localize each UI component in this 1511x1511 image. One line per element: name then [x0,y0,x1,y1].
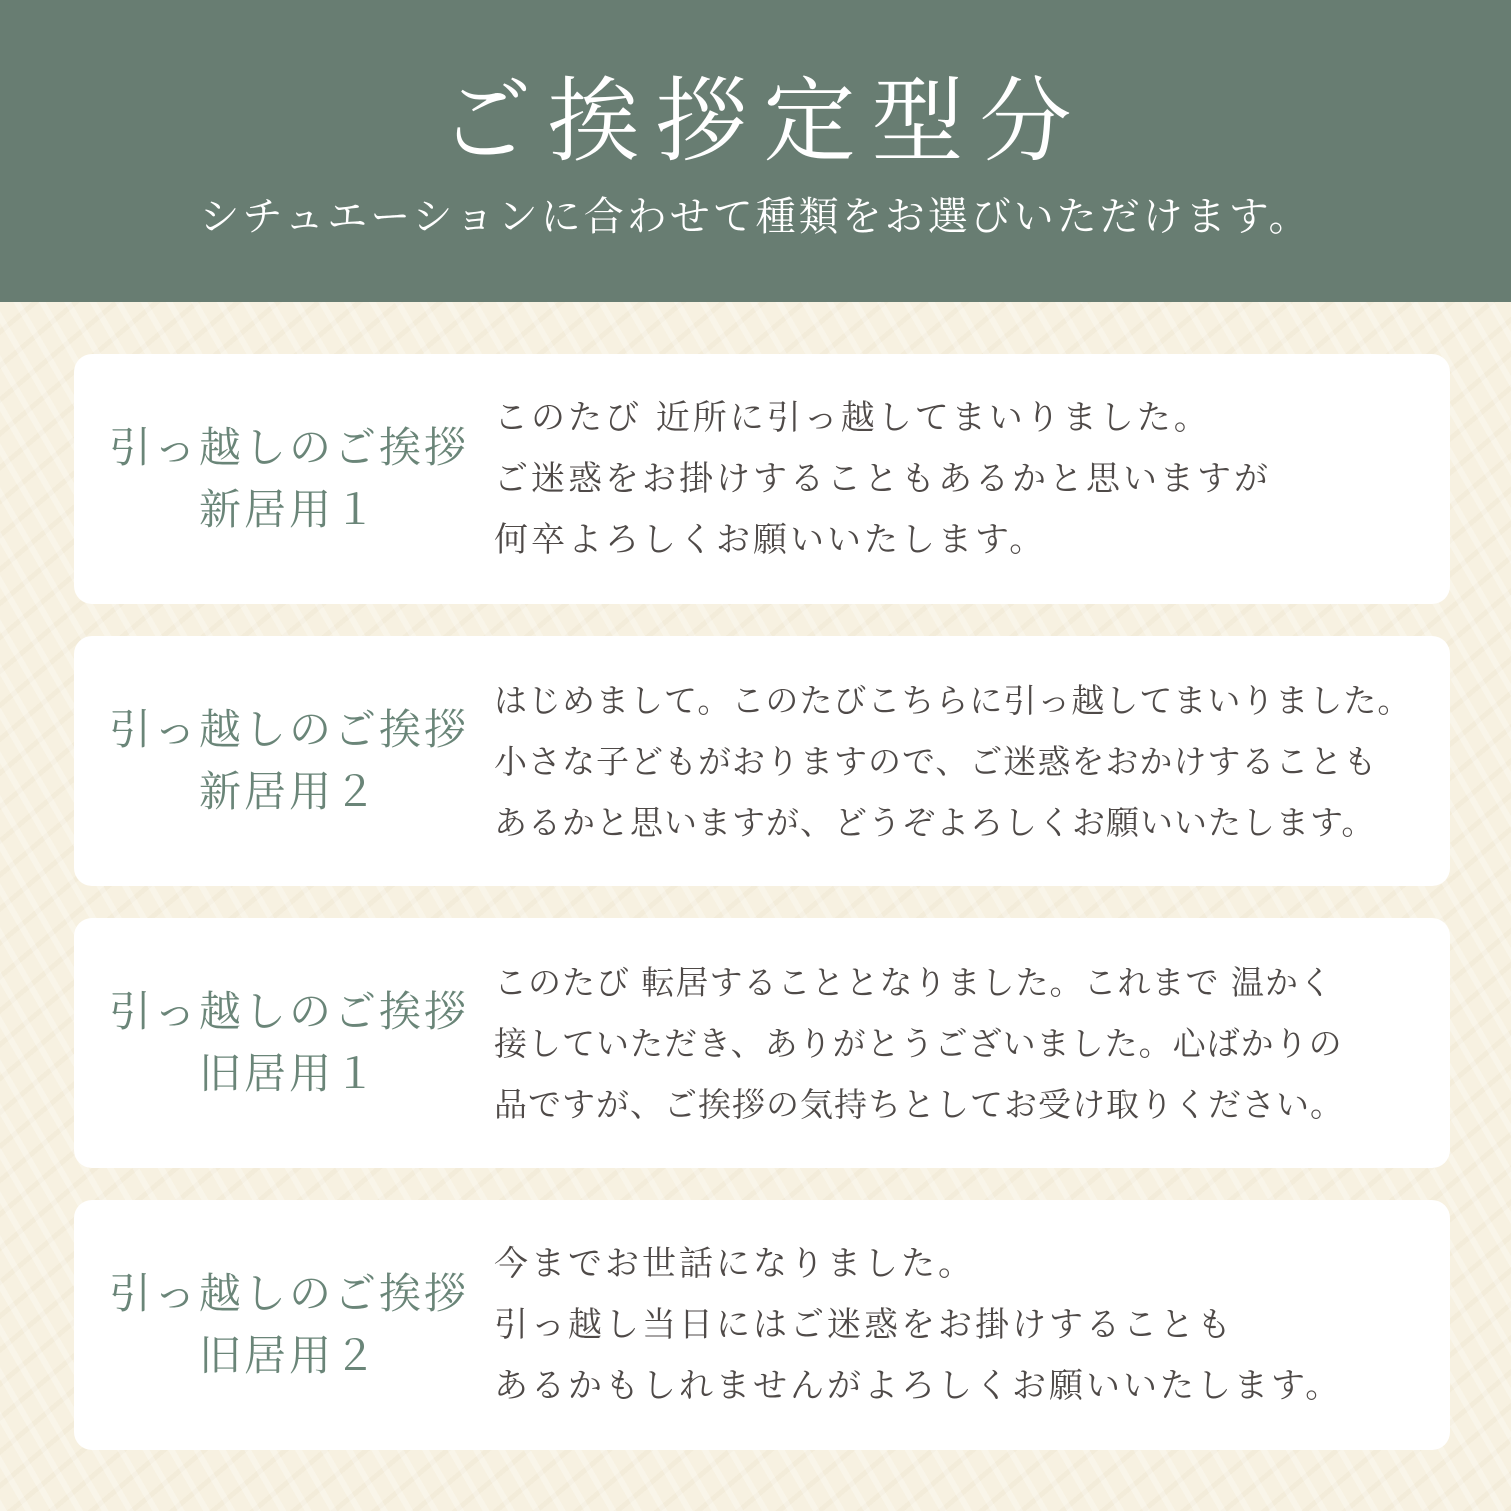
card-message-line: このたび 近所に引っ越してまいりました。 [494,397,1211,438]
card-label-line2: 新居用２ [198,767,379,816]
card-label [74,354,504,604]
card-message [494,354,1434,604]
page-subtitle: シチュエーションに合わせて種類をお選びいただけます。 [199,194,1312,240]
card-message-line: このたび 転居することとなりました。これまで 温かく [494,962,1333,1002]
card-label [74,918,504,1168]
card-message-line: はじめまして。このたびこちらに引っ越してまいりました。 [494,680,1412,720]
greeting-card-new-home-1[interactable] [74,354,1450,604]
header-banner [0,0,1511,302]
page-title: ご挨拶定型分 [439,68,1088,175]
card-message-line: ご迷惑をお掛けすることもあるかと思いますが [494,458,1271,499]
card-label [74,636,504,886]
greeting-card-old-home-2[interactable] [74,1200,1450,1450]
card-message-line: 何卒よろしくお願いいたします。 [494,519,1047,560]
card-label-line1: 引っ越しのご挨拶 [108,705,469,754]
greeting-card-old-home-1[interactable] [74,918,1450,1168]
card-message [494,1200,1434,1450]
card-message-line: 接していただき、ありがとうございました。心ばかりの [494,1023,1343,1063]
card-label-line1: 引っ越しのご挨拶 [108,423,469,472]
card-message-line: 品ですが、ご挨拶の気持ちとしてお受け取りください。 [494,1084,1344,1124]
card-label-line2: 旧居用１ [198,1049,379,1098]
card-message-line: 今までお世話になりました。 [494,1243,975,1284]
card-label-line1: 引っ越しのご挨拶 [108,987,469,1036]
card-label-line2: 新居用１ [198,485,379,534]
card-message [494,918,1434,1168]
card-message-line: 引っ越し当日にはご迷惑をお掛けすることも [494,1304,1234,1345]
card-label [74,1200,504,1450]
card-message [494,636,1434,886]
card-label-line1: 引っ越しのご挨拶 [108,1269,469,1318]
card-message-line: あるかと思いますが、どうぞよろしくお願いいたします。 [494,802,1376,842]
card-message-line: 小さな子どもがおりますので、ご迷惑をおかけすることも [494,741,1378,781]
greeting-card-new-home-2[interactable] [74,636,1450,886]
card-message-line: あるかもしれませんがよろしくお願いいたします。 [494,1365,1343,1406]
card-label-line2: 旧居用２ [198,1331,379,1380]
